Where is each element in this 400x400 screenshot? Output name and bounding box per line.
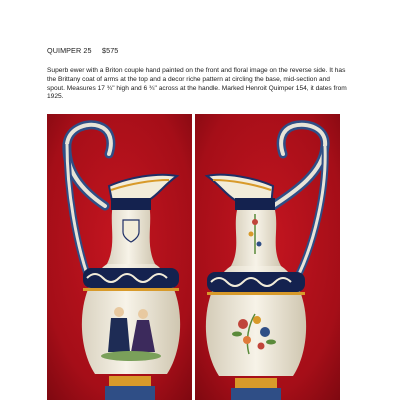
ewer-reverse-photo	[195, 114, 340, 400]
ewer-front-photo	[47, 114, 192, 400]
item-description: Superb ewer with a Briton couple hand painted on the front and floral image on the reverse side. It has the Brittany coat of arms at the top and a decor riche pattern at circling the base, mid-section and spout. Measures 17 ¾" high and 6 ¾" across at the handle. Marked Henroit Quimper 154, it dates from 1925.	[47, 67, 347, 101]
item-title: QUIMPER 25 $575	[47, 46, 119, 55]
